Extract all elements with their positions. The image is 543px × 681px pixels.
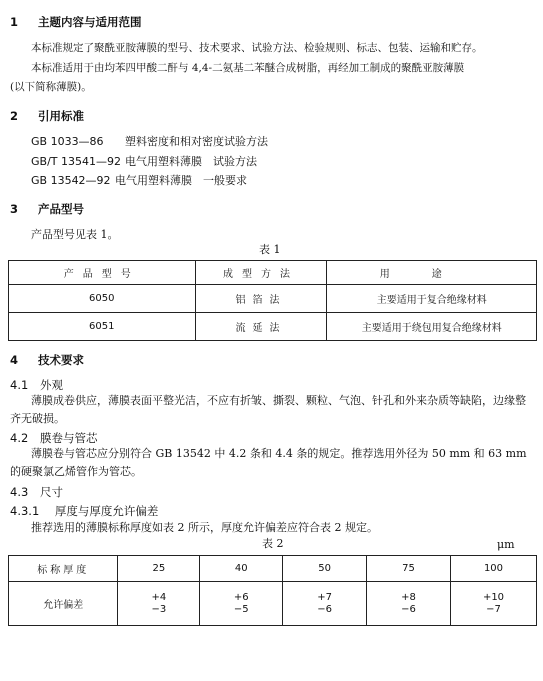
section-4-3-title: 尺寸 [39, 485, 63, 499]
section-1-heading [10, 14, 142, 30]
section-4-3-number: 4.3 [10, 485, 29, 499]
table-1-cell: 铝箔法 [195, 285, 327, 313]
section-1-paragraph-2b: (以下简称薄膜)。 [10, 81, 92, 93]
table-2-row-label: 标称厚度 [9, 556, 118, 582]
ref-name: 电气用塑料薄膜 一般要求 [115, 174, 247, 187]
table-row [9, 556, 537, 582]
section-2-heading [10, 108, 84, 124]
section-4-1-paragraph: 薄膜成卷供应，薄膜表面平整光洁，不应有折皱、撕裂、颗粒、气泡、针孔和外来杂质等缺陷，边缘整齐无破损。 [10, 394, 526, 425]
table-2-cell: +10 −7 [450, 582, 536, 626]
ref-row [31, 154, 257, 170]
table-2-cell: +4 −3 [118, 582, 200, 626]
ref-row [31, 134, 268, 150]
ref-code: GB 13542—92 [31, 174, 111, 187]
table-1-header-row [9, 261, 537, 285]
section-4-1-heading [10, 377, 63, 393]
table-1-cell: 主要适用于复合绝缘材料 [327, 285, 537, 313]
section-4-title: 技术要求 [38, 353, 85, 367]
table-2-cell: +7 −6 [283, 582, 367, 626]
table-1-header-cell: 产品型号 [9, 261, 196, 285]
table-2-row-label: 允许偏差 [9, 582, 118, 626]
table-2-unit: μm [497, 538, 515, 551]
table-2-cell: +6 −5 [200, 582, 283, 626]
section-4-1-title: 外观 [39, 378, 63, 392]
section-4-1-number: 4.1 [10, 378, 29, 392]
section-1-paragraph-1: 本标准规定了聚酰亚胺薄膜的型号、技术要求、试验方法、检验规则、标志、包装、运输和贮存。 [31, 42, 483, 54]
section-3-paragraph: 产品型号见表 1。 [31, 228, 119, 241]
section-4-2-heading [10, 430, 97, 446]
section-1-number: 1 [10, 15, 19, 29]
ref-row [31, 173, 247, 189]
table-2-title: 表 2 [262, 537, 284, 550]
table-2-cell: 25 [118, 556, 200, 582]
section-2-number: 2 [10, 109, 19, 123]
section-1-title: 主题内容与适用范围 [38, 15, 142, 29]
section-3-title: 产品型号 [38, 202, 85, 216]
table-1-cell: 6051 [9, 313, 196, 341]
ref-name: 电气用塑料薄膜 试验方法 [125, 155, 257, 168]
section-3-heading [10, 201, 84, 217]
table-1-header-cell: 用途 [327, 261, 537, 285]
section-4-3-1-number: 4.3.1 [10, 504, 40, 518]
section-4-2-title: 膜卷与管芯 [39, 431, 98, 445]
table-row [9, 582, 537, 626]
ref-name: 塑料密度和相对密度试验方法 [125, 135, 268, 148]
section-2-title: 引用标准 [38, 109, 85, 123]
table-2-cell: 50 [283, 556, 367, 582]
section-4-3-1-heading [10, 503, 158, 519]
section-3-number: 3 [10, 202, 19, 216]
section-4-3-1-paragraph: 推荐选用的薄膜标称厚度如表 2 所示，厚度允许偏差应符合表 2 规定。 [31, 521, 378, 534]
section-4-2-paragraph: 薄膜卷与管芯应分别符合 GB 13542 中 4.2 条和 4.4 条的规定。推荐选用外径为 50 mm 和 63 mm 的硬聚氯乙烯管作为管芯。 [10, 447, 527, 478]
table-1-cell: 6050 [9, 285, 196, 313]
section-4-heading [10, 352, 84, 368]
table-row [9, 285, 537, 313]
table-1-cell: 流延法 [195, 313, 327, 341]
table-2-cell: +8 −6 [367, 582, 451, 626]
section-4-3-heading [10, 484, 63, 500]
section-4-2-number: 4.2 [10, 431, 29, 445]
ref-code: GB/T 13541—92 [31, 155, 121, 168]
table-row [9, 313, 537, 341]
table-2-cell: 100 [450, 556, 536, 582]
table-2-cell: 75 [367, 556, 451, 582]
section-4-3-1-title: 厚度与厚度允许偏差 [54, 504, 159, 518]
table-1 [8, 260, 537, 341]
ref-code: GB 1033—86 [31, 135, 104, 148]
table-2-cell: 40 [200, 556, 283, 582]
section-1-paragraph-2a: 本标准适用于由均苯四甲酸二酐与 4,4-二氨基二苯醚合成树脂，再经加工制成的聚酰亚胺薄膜 [31, 62, 465, 74]
table-2 [8, 555, 537, 626]
table-1-cell: 主要适用于绕包用复合绝缘材料 [327, 313, 537, 341]
table-1-title: 表 1 [259, 243, 281, 256]
table-1-header-cell: 成型方法 [195, 261, 327, 285]
section-4-number: 4 [10, 353, 19, 367]
